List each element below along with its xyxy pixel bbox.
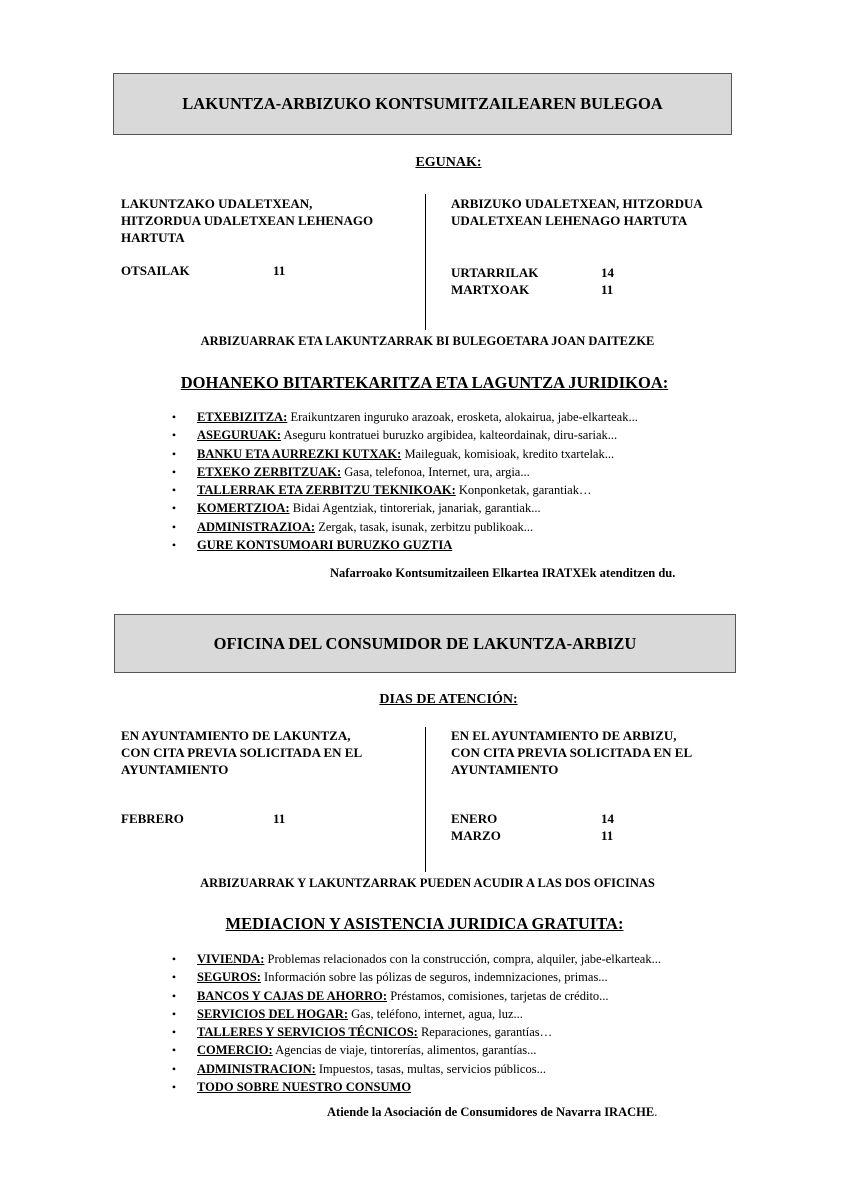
bullet-icon: • — [171, 519, 177, 534]
bullet-icon: • — [171, 952, 177, 966]
bullet-icon: • — [171, 1025, 177, 1040]
basque-right-line1: ARBIZUKO UDALETXEAN, HITZORDUA — [451, 196, 703, 211]
basque-left-month-row — [121, 262, 286, 279]
service-label: TALLERES Y SERVICIOS TÉCNICOS: — [197, 1025, 418, 1040]
service-label: KOMERTZIOA: — [197, 501, 290, 516]
service-label: COMERCIO: — [197, 1043, 273, 1058]
basque-services-list — [169, 408, 638, 554]
day-number: 11 — [601, 282, 614, 297]
day-number: 11 — [601, 828, 614, 843]
list-item — [169, 518, 638, 536]
service-label: TODO SOBRE NUESTRO CONSUMO — [197, 1080, 412, 1095]
service-text: Konponketak, garantiak… — [455, 483, 592, 498]
spanish-days-heading — [0, 692, 849, 708]
basque-left-line3: HARTUTA — [121, 230, 185, 245]
month-label: MARZO — [451, 828, 501, 843]
spanish-title-box — [114, 614, 736, 673]
list-item — [169, 950, 661, 968]
basque-left-line1: LAKUNTZAKO UDALETXEAN, — [121, 196, 313, 211]
month-label: OTSAILAK — [121, 263, 190, 278]
basque-days-heading — [0, 155, 849, 171]
spanish-services-heading-text: MEDIACION Y ASISTENCIA JURIDICA GRATUITA: — [225, 914, 624, 933]
spanish-signature — [327, 1105, 657, 1120]
spanish-services-list — [169, 950, 661, 1096]
list-item — [169, 463, 638, 481]
bullet-icon: • — [171, 988, 177, 1003]
service-label: TALLERRAK ETA ZERBITZU TEKNIKOAK: — [197, 483, 456, 498]
basque-signature — [330, 566, 675, 581]
list-item — [169, 445, 638, 463]
spanish-days-heading-text: DIAS DE ATENCIÓN: — [379, 692, 518, 707]
bullet-icon: • — [171, 1006, 177, 1021]
spanish-right-month-row — [451, 810, 614, 827]
service-label: SERVICIOS DEL HOGAR: — [197, 1006, 348, 1021]
spanish-left-line1: EN AYUNTAMIENTO DE LAKUNTZA, — [121, 728, 351, 743]
bullet-icon: • — [171, 1080, 177, 1095]
spanish-signature-text: Atiende la Asociación de Consumidores de Navarra IRACHE — [327, 1105, 655, 1119]
list-item — [169, 1005, 661, 1023]
list-item — [169, 987, 661, 1005]
spanish-title: OFICINA DEL CONSUMIDOR DE LAKUNTZA-ARBIZU — [213, 633, 637, 653]
service-text: Problemas relacionados con la construcción, compra, alquiler, jabe-elkarteak... — [264, 952, 661, 966]
list-item — [169, 481, 638, 499]
service-label: GURE KONTSUMOARI BURUZKO GUZTIA — [197, 538, 453, 553]
spanish-both-offices-text: ARBIZUARRAK Y LAKUNTZARRAK PUEDEN ACUDIR A LAS DOS OFICINAS — [200, 876, 655, 890]
service-text: Eraikuntzaren inguruko arazoak, erosketa, alokairua, jabe-elkarteak... — [287, 410, 638, 424]
service-text: Impuestos, tasas, multas, servicios públicos... — [315, 1061, 546, 1076]
list-item — [169, 1078, 661, 1096]
service-text: Maileguak, komisioak, kredito txartelak... — [401, 446, 615, 461]
basque-right-line2: UDALETXEAN LEHENAGO HARTUTA — [451, 213, 688, 228]
list-item — [169, 1041, 661, 1059]
service-text: Aseguru kontratuei buruzko argibidea, kalteordainak, diru-sariak... — [281, 428, 618, 443]
basque-signature-text: Nafarroako Kontsumitzaileen Elkartea IRATXEk atenditzen du. — [330, 566, 676, 580]
bullet-icon: • — [171, 1043, 177, 1058]
spanish-right-location — [451, 727, 692, 778]
basque-services-heading-text: DOHANEKO BITARTEKARITZA ETA LAGUNTZA JURIDIKOA: — [180, 373, 669, 392]
service-label: ASEGURUAK: — [197, 428, 282, 443]
spanish-column-divider — [425, 727, 426, 872]
spanish-right-line2: CON CITA PREVIA SOLICITADA EN EL — [451, 745, 693, 760]
service-text: Bidai Agentziak, tintoreriak, janariak, garantiak... — [289, 501, 541, 516]
service-label: ADMINISTRACION: — [197, 1061, 316, 1076]
spanish-right-month-row — [451, 827, 614, 844]
spanish-signature-period: . — [654, 1105, 658, 1119]
service-label: VIVIENDA: — [197, 952, 265, 966]
list-item — [169, 408, 638, 426]
spanish-right-line3: AYUNTAMIENTO — [451, 762, 559, 777]
service-label: ETXEBIZITZA: — [197, 410, 288, 424]
spanish-left-line2: CON CITA PREVIA SOLICITADA EN EL — [121, 745, 363, 760]
list-item — [169, 426, 638, 444]
spanish-right-line1: EN EL AYUNTAMIENTO DE ARBIZU, — [451, 728, 677, 743]
month-label: MARTXOAK — [451, 282, 530, 297]
service-text: Información sobre las pólizas de seguros, indemnizaciones, primas... — [260, 970, 608, 985]
list-item — [169, 536, 638, 554]
basque-right-month-row — [451, 264, 614, 281]
basque-column-divider — [425, 194, 426, 330]
bullet-icon: • — [171, 446, 177, 461]
service-label: BANCOS Y CAJAS DE AHORRO: — [197, 988, 388, 1003]
month-label: FEBRERO — [121, 811, 184, 826]
service-text: Agencias de viaje, tintorerías, alimentos, garantías... — [272, 1043, 537, 1058]
spanish-left-month-row — [121, 810, 286, 827]
spanish-both-offices-note — [0, 876, 849, 891]
basque-both-offices-note — [0, 334, 849, 349]
list-item — [169, 968, 661, 986]
service-text: Gas, teléfono, internet, agua, luz... — [347, 1006, 523, 1021]
list-item — [169, 1060, 661, 1078]
spanish-left-location — [121, 727, 362, 778]
basque-days-heading-text: EGUNAK: — [415, 155, 482, 170]
bullet-icon: • — [171, 410, 177, 424]
month-label: URTARRILAK — [451, 265, 539, 280]
basque-title: LAKUNTZA-ARBIZUKO KONTSUMITZAILEAREN BULEGOA — [182, 94, 663, 113]
list-item — [169, 1023, 661, 1041]
day-number: 11 — [273, 811, 286, 826]
basque-services-heading — [0, 373, 849, 393]
service-text: Zergak, tasak, isunak, zerbitzu publikoak... — [315, 519, 534, 534]
bullet-icon: • — [171, 483, 177, 498]
service-text: Reparaciones, garantías… — [417, 1025, 553, 1040]
spanish-left-line3: AYUNTAMIENTO — [121, 762, 229, 777]
basque-left-location — [121, 195, 373, 246]
list-item — [169, 499, 638, 517]
bullet-icon: • — [171, 1061, 177, 1076]
basque-title-box — [113, 73, 732, 135]
basque-right-location — [451, 195, 703, 229]
bullet-icon: • — [171, 464, 177, 479]
bullet-icon: • — [171, 501, 177, 516]
bullet-icon: • — [171, 428, 177, 443]
day-number: 11 — [273, 263, 286, 278]
service-text: Préstamos, comisiones, tarjetas de crédito... — [387, 988, 609, 1003]
service-label: ADMINISTRAZIOA: — [197, 519, 316, 534]
day-number: 14 — [601, 265, 614, 280]
spanish-services-heading — [0, 914, 849, 934]
bullet-icon: • — [171, 538, 177, 553]
basque-right-month-row — [451, 281, 614, 298]
service-label: BANKU ETA AURREZKI KUTXAK: — [197, 446, 402, 461]
service-label: SEGUROS: — [197, 970, 261, 985]
bullet-icon: • — [171, 970, 177, 985]
service-label: ETXEKO ZERBITZUAK: — [197, 464, 342, 479]
day-number: 14 — [601, 811, 614, 826]
service-text: Gasa, telefonoa, Internet, ura, argia... — [341, 464, 530, 479]
month-label: ENERO — [451, 811, 498, 826]
basque-left-line2: HITZORDUA UDALETXEAN LEHENAGO — [121, 213, 374, 228]
basque-both-offices-text: ARBIZUARRAK ETA LAKUNTZARRAK BI BULEGOETARA JOAN DAITEZKE — [200, 334, 655, 348]
